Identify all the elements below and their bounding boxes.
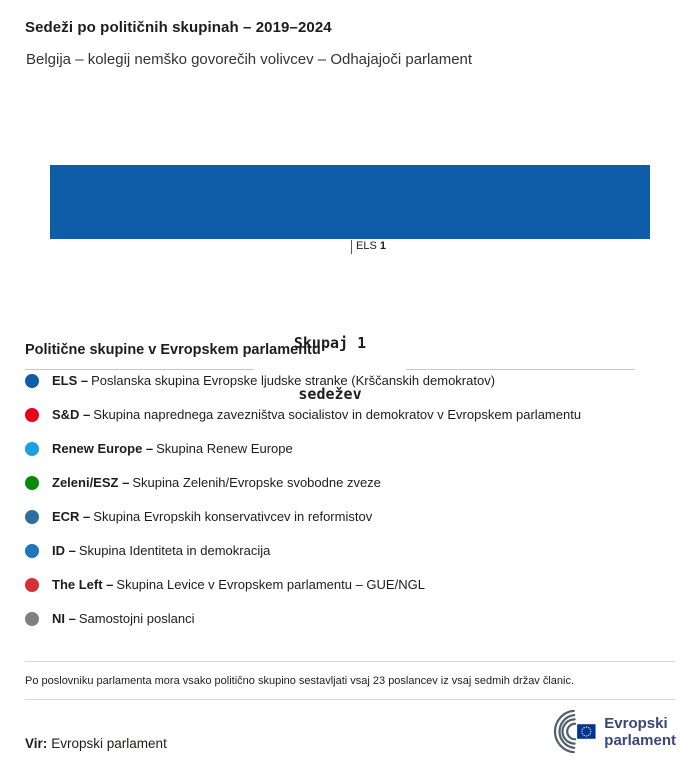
source-line xyxy=(25,736,167,751)
legend-abbr: ELS – xyxy=(52,373,89,388)
sd-color-dot xyxy=(25,408,39,422)
legend-item-ni xyxy=(25,602,675,636)
total-seats-line2: sedežev xyxy=(298,385,362,403)
els-color-dot xyxy=(25,374,39,388)
ep-logo-line1: Evropski xyxy=(604,714,668,732)
page-title: Sedeži po političnih skupinah – 2019–2024 xyxy=(25,19,332,36)
ep-hemicycle-flag-icon xyxy=(533,710,597,753)
footer-divider xyxy=(25,699,675,700)
legend-desc: Samostojni poslanci xyxy=(78,611,195,626)
theleft-color-dot xyxy=(25,578,39,592)
legend-abbr: ID – xyxy=(52,543,76,558)
bar-segment-seats: 1 xyxy=(379,240,386,252)
legend-desc: Skupina Identiteta in demokracija xyxy=(78,543,271,558)
legend-abbr: ECR – xyxy=(52,509,91,524)
legend-label xyxy=(52,577,425,593)
zeleni-color-dot xyxy=(25,476,39,490)
legend-label xyxy=(52,441,293,457)
legend-abbr: The Left – xyxy=(52,577,114,592)
legend-label xyxy=(52,543,270,559)
legend-label xyxy=(52,475,381,491)
id-color-dot xyxy=(25,544,39,558)
legend-desc: Skupina Levice v Evropskem parlamentu – GUE/NGL xyxy=(116,577,425,592)
total-seats-line1: Skupaj 1 xyxy=(293,334,367,352)
legend-desc: Skupina naprednega zavezništva socialistov in demokratov v Evropskem parlamentu xyxy=(93,407,582,422)
legend-abbr: Zeleni/ESZ – xyxy=(52,475,130,490)
legend-label xyxy=(52,373,495,389)
legend-item-sd xyxy=(25,398,675,432)
source-value: Evropski parlament xyxy=(51,736,167,751)
legend-item-zeleni xyxy=(25,466,675,500)
renew-color-dot xyxy=(25,442,39,456)
legend-desc: Poslanska skupina Evropske ljudske stranke (Krščanskih demokratov) xyxy=(91,373,496,388)
legend-abbr: S&D – xyxy=(52,407,91,422)
legend-desc: Skupina Evropskih konservativcev in reformistov xyxy=(93,509,373,524)
legend-item-theleft xyxy=(25,568,675,602)
legend-label xyxy=(52,407,581,423)
page-subtitle: Belgija – kolegij nemško govorečih volivcev – Odhajajoči parlament xyxy=(26,51,473,68)
legend-heading: Politične skupine v Evropskem parlamentu xyxy=(25,342,321,358)
bar-segment-label xyxy=(351,240,386,254)
legend-abbr: NI – xyxy=(52,611,76,626)
seat-bar-segment-ELS xyxy=(50,165,650,239)
legend-desc: Skupina Zelenih/Evropske svobodne zveze xyxy=(132,475,381,490)
legend-abbr: Renew Europe – xyxy=(52,441,154,456)
footnote: Po poslovniku parlamenta mora vsako politično skupino sestavljati vsaj 23 poslancev iz vsaj sedmih držav članic. xyxy=(25,675,575,687)
ep-logo-line2: parlament xyxy=(604,731,676,749)
ni-color-dot xyxy=(25,612,39,626)
legend-desc: Skupina Renew Europe xyxy=(156,441,293,456)
bar-segment-group: ELS xyxy=(356,240,377,252)
legend-item-ecr xyxy=(25,500,675,534)
legend-label xyxy=(52,509,372,525)
ep-logo-wordmark xyxy=(604,715,676,749)
seat-bar xyxy=(50,165,650,239)
ecr-color-dot xyxy=(25,510,39,524)
legend-item-els xyxy=(25,364,675,398)
legend-label xyxy=(52,611,194,627)
source-label: Vir: xyxy=(25,736,48,751)
legend-item-id xyxy=(25,534,675,568)
footnote-divider xyxy=(25,661,675,662)
legend xyxy=(25,364,675,636)
legend-item-renew xyxy=(25,432,675,466)
ep-logo xyxy=(533,710,676,753)
